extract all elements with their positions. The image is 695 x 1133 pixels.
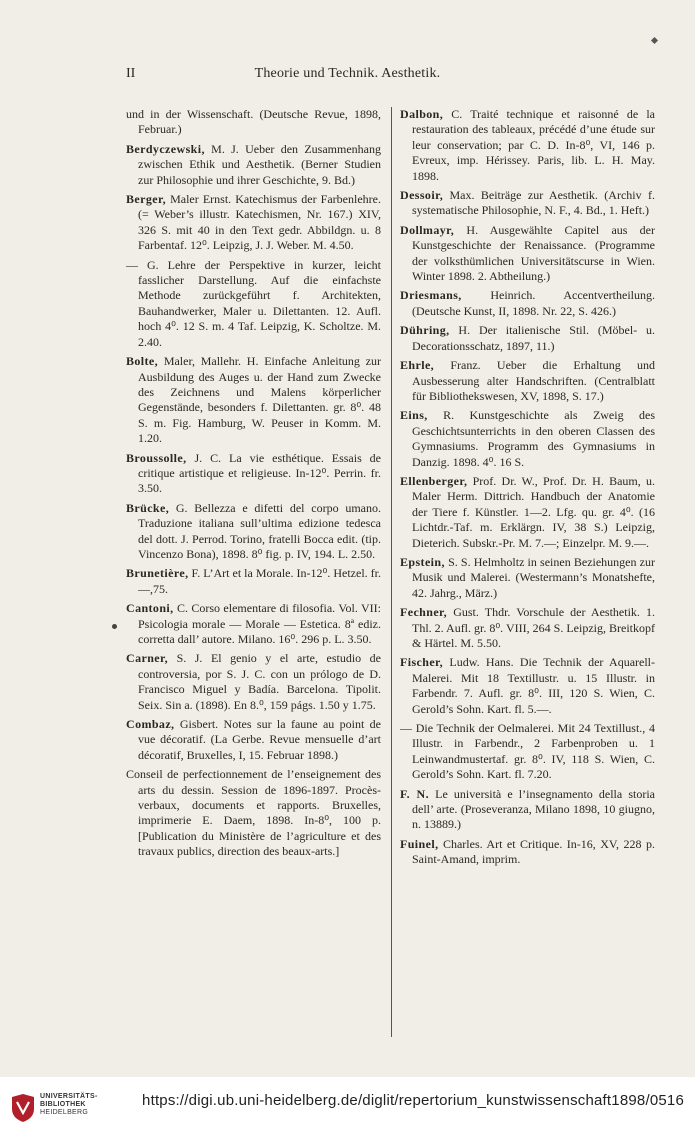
entry-author: Epstein, (400, 554, 445, 569)
entry-author: Fuinel, (400, 836, 439, 851)
institution-line: HEIDELBERG (40, 1109, 89, 1116)
institution-name (40, 1093, 98, 1117)
entry-text: Charles. Art et Critique. In-16, XV, 228 p. Saint-Amand, imprim. (412, 836, 655, 867)
bibliography-entry (126, 354, 381, 446)
bibliography-entry (126, 142, 381, 188)
bibliography-entry (400, 188, 655, 219)
entry-author: Combaz, (126, 717, 175, 732)
bibliography-entry (126, 258, 381, 350)
entry-author: Fischer, (400, 655, 444, 670)
bibliography-entry (400, 288, 655, 319)
margin-dot (112, 624, 117, 629)
bibliography-entry (126, 451, 381, 497)
entry-author: Carner, (126, 651, 169, 666)
entry-author: Cantoni, (126, 601, 174, 616)
entry-author: Bolte, (126, 354, 159, 369)
column-divider (391, 107, 392, 1037)
bibliography-entry (126, 107, 381, 138)
bibliography-entry (126, 566, 381, 597)
bibliography-entry (400, 474, 655, 551)
bibliography-entry (400, 223, 655, 285)
bibliography-entry (126, 717, 381, 763)
bibliography-entry (400, 787, 655, 833)
footer-bar (0, 1077, 695, 1133)
entry-text: G. Bellezza e difetti del corpo umano. Traduzione italiana sull’ultima edizione tedesca del dott. J. Perrod. Torino, fratelli Bocca edit. (tip. Vincenzo Bona), 1898. 8⁰ fig. p. IV, 194. L. 2.50. (138, 500, 381, 561)
entry-author: Brunetière, (126, 566, 189, 581)
entry-author: Dalbon, (400, 107, 444, 121)
entry-author: Dessoir, (400, 188, 444, 203)
bibliography-entry (400, 107, 655, 184)
bibliography-entry (126, 501, 381, 563)
institution-line: UNIVERSITÄTS- (40, 1093, 98, 1100)
entry-text: S. J. El genio y el arte, estudio de controversia, por S. J. C. con un prólogo de D. Francisco Miguel y Badía. Barcelona. Tipolit. Seix. Sin a. (1898). En 8.⁰, 159 págs. 1.50 y 1.75. (138, 651, 382, 712)
entry-text: und in der Wissenschaft. (Deutsche Revue, 1898, Februar.) (126, 107, 381, 137)
entry-text: Heinrich. Accentvertheilung. (Deutsche Kunst, II, 1898. Nr. 22, S. 426.) (412, 288, 655, 318)
entry-text: F. L’Art et la Morale. In-12⁰. Hetzel. fr. —,75. (138, 566, 382, 596)
entry-text: S. S. Helmholtz in seinen Beziehungen zur Musik und Malerei. (Westermann’s Monatshefte, 42. Jahrg., März.) (412, 554, 655, 600)
bibliography-entry (400, 408, 655, 470)
entry-text: Max. Beiträge zur Aesthetik. (Archiv f. systematische Philosophie, N. F., 4. Bd., 1. Heft.) (412, 188, 656, 218)
entry-author: Brücke, (126, 500, 170, 515)
bibliography-entry (400, 655, 655, 717)
entry-text: Franz. Ueber die Erhaltung und Ausbesserung alter Handschriften. (Centralblatt für Bibliothekswesen, XV, 1898, S. 17.) (412, 358, 655, 403)
entry-text: M. J. Ueber den Zusammenhang zwischen Ethik und Aesthetik. (Berner Studien zur Philosophie und ihrer Geschichte, 9. Bd.) (138, 141, 381, 187)
entry-text: C. Corso elementare di filosofia. Vol. VII: Psicologia morale — Morale — Estetica. 8ª ediz. corretta dall’ autore. Milano. 16⁰. 296 p. L. 3.50. (138, 601, 382, 646)
entry-author: Berger, (126, 192, 167, 207)
entry-author: Fechner, (400, 605, 448, 620)
entry-text: Gisbert. Notes sur la faune au point de vue décoratif. (La Gerbe. Revue mensuelle d’art décoratif, Bruxelles, I, 15. Februar 1898.) (138, 717, 382, 762)
entry-author: Berdyczewski, (126, 141, 205, 156)
entry-author: Dühring, (400, 323, 450, 338)
entry-author: Eins, (400, 408, 428, 423)
institution-line: BIBLIOTHEK (40, 1101, 86, 1108)
bibliography-entry (126, 651, 381, 713)
library-logo-icon (10, 1093, 36, 1123)
running-title: Theorie und Technik. Aesthetik. (254, 66, 441, 81)
entry-text: Conseil de perfectionnement de l’enseignement des arts du dessin. Session de 1896-1897. Procès-verbaux, documents et rapports. Bruxelles, imprimerie E. Daem, 1898. In-8⁰, 100 p. [Publication du Ministère de l’agriculture et des travaux publics, direction des beaux-arts.] (126, 767, 381, 859)
bibliography-entry (400, 837, 655, 868)
bibliography-entry (400, 721, 655, 783)
entry-text: C. Traité technique et raisonné de la restauration des tableaux, précédé d’une étude sur leur conservation; par C. D. In-8⁰, VI, 146 p. Evreux, imp. Hérissey. Paris, lib. L. H. May. 1898. (412, 107, 655, 183)
entry-author: Driesmans, (400, 288, 462, 303)
entry-text: Gust. Thdr. Vorschule der Aesthetik. 1. Thl. 2. Aufl. gr. 8⁰. VIII, 264 S. Leipzig, Breitkopf & Härtel. M. 5.50. (412, 605, 656, 650)
entry-text: Ludw. Hans. Die Technik der Aquarell-Malerei. Mit 18 Textillustr. u. 15 Illustr. in Farbendr. 7. Aufl. gr. 8⁰. III, 120 S. Wien, C. Gerold’s Sohn. Kart. fl. 5.—. (412, 655, 656, 716)
entry-text: H. Ausgewählte Capitel aus der Kunstgeschichte der Renaissance. (Programme der volksthümlichen Universitätscurse in Wien. Winter 1898. 2. Abtheilung.) (412, 222, 655, 284)
bibliography-entry (400, 323, 655, 354)
entry-text: R. Kunstgeschichte als Zweig des Geschichtsunterrichts in den oberen Classen des Gymnasiums. Programm des Gymnasiums in Danzig. 1898. 4⁰. 16 S. (412, 408, 655, 469)
entry-text: H. Der italienische Stil. (Möbel- u. Decorationsschatz, 1897, 11.) (412, 323, 656, 353)
entry-text: — G. Lehre der Perspektive in kurzer, leicht fasslicher Darstellung. Auf die einfachste Methode zurückgeführt f. Architekten, Bauhandwerker, Maler u. Dilettanten. 12. Aufl. hoch 4⁰. 12 S. m. 4 Taf. Leipzig, K. Scholtze. M. 2.40. (126, 257, 381, 349)
entry-author: Broussolle, (126, 450, 187, 465)
running-head (0, 66, 695, 86)
bibliography-entry (126, 192, 381, 254)
page-number: II (126, 66, 136, 81)
right-column (400, 107, 655, 872)
entry-text: — Die Technik der Oelmalerei. Mit 24 Textillust., 4 Illustr. in Farbendr., 2 Farbenproben u. 1 Leinwandmustertaf. gr. 8⁰. IV, 118 S. Wien, C. Gerold’s Sohn. Kart. fl. 7.20. (400, 721, 655, 782)
page-url-link[interactable]: https://digi.ub.uni-heidelberg.de/diglit/repertorium_kunstwissenschaft1898/0516 (142, 1092, 684, 1109)
entry-text: Maler, Mallehr. H. Einfache Anleitung zur Ausbildung des Auges u. der Hand zum Zwecke des Zeichnens und Malens körperlicher Gegenstände, besonders f. Dilettanten. gr. 8⁰. 48 S. m. Fig. Hamburg, W. Peuser in Komm. M. 1.20. (138, 354, 381, 446)
bibliography-entry (400, 605, 655, 651)
scan-mark (651, 37, 658, 44)
entry-text: Maler Ernst. Katechismus der Farbenlehre. (= Weber’s illustr. Katechismen, Nr. 167.) XIV, 326 S. mit 40 in den Text gedr. Abbildgn. u. 8 Farbentaf. 12⁰. Leipzig, J. J. Weber. M. 4.50. (138, 192, 381, 253)
left-column (126, 107, 381, 864)
bibliography-entry (126, 601, 381, 647)
entry-author: Dollmayr, (400, 222, 455, 237)
entry-author: Ehrle, (400, 358, 435, 373)
entry-text: J. C. La vie esthétique. Essais de critique artistique et religieuse. In-12⁰. Perrin. fr. 3.50. (138, 450, 382, 496)
bibliography-entry (400, 358, 655, 404)
bibliography-entry (126, 767, 381, 859)
bibliography-entry (400, 555, 655, 601)
entry-author: F. N. (400, 786, 430, 801)
entry-text: Le università e l’insegnamento della storia dell’ arte. (Proseveranza, Milano 1898, 10 giugno, n. 13889.) (412, 786, 655, 832)
entry-text: Prof. Dr. W., Prof. Dr. H. Baum, u. Maler Herm. Dittrich. Handbuch der Anatomie der Tiere f. Künstler. 1—2. Lfg. qu. gr. 4⁰. (16 Lichtdr.-Taf. m. Erklärgn. IV, 38 S.) Leipzig, Dieterich. Subskr.-Pr. M. 7.—; Einzelpr. M. 9.—. (412, 473, 656, 550)
entry-author: Ellenberger, (400, 473, 468, 488)
